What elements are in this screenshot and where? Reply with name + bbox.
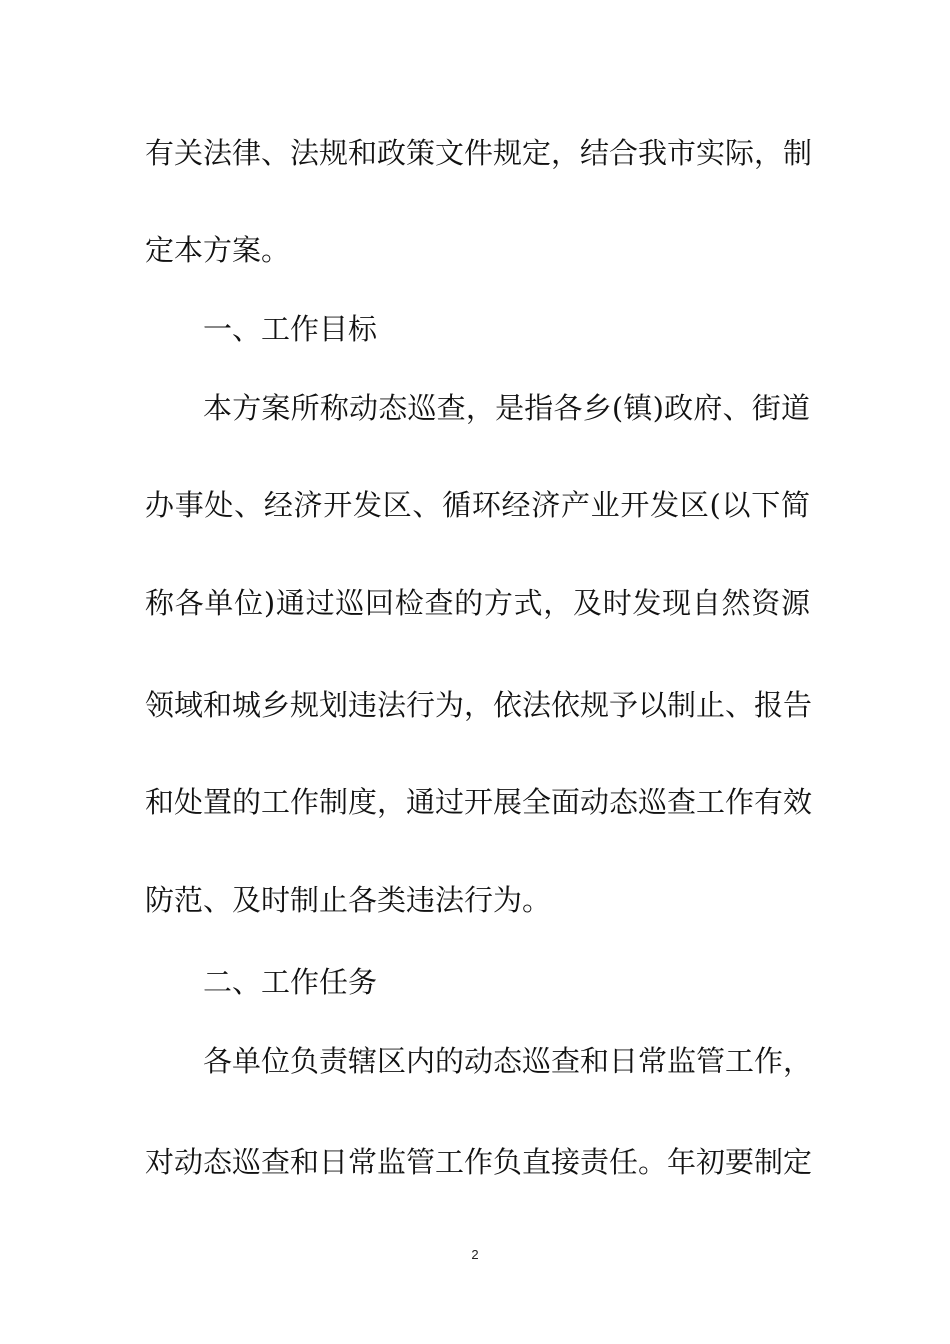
body-text-line: 办事处、经济开发区、循环经济产业开发区(以下简 <box>145 488 810 522</box>
body-text-line: 防范、及时制止各类违法行为。 <box>145 883 552 917</box>
body-text-line: 有关法律、法规和政策文件规定，结合我市实际，制 <box>145 136 813 170</box>
body-text-line: 和处置的工作制度，通过开展全面动态巡查工作有效 <box>145 785 813 819</box>
body-text-line: 称各单位)通过巡回检查的方式，及时发现自然资源 <box>145 586 810 620</box>
section-heading-objectives: 一、工作目标 <box>203 312 378 346</box>
body-text-line: 对动态巡查和日常监管工作负直接责任。年初要制定 <box>145 1145 813 1179</box>
body-text-line: 各单位负责辖区内的动态巡查和日常监管工作， <box>203 1044 813 1078</box>
body-text-line: 定本方案。 <box>145 233 291 267</box>
body-text-line: 本方案所称动态巡查，是指各乡(镇)政府、街道 <box>203 391 810 425</box>
page-number: 2 <box>471 1247 479 1262</box>
section-heading-tasks: 二、工作任务 <box>203 965 378 999</box>
body-text-line: 领域和城乡规划违法行为，依法依规予以制止、报告 <box>145 688 813 722</box>
